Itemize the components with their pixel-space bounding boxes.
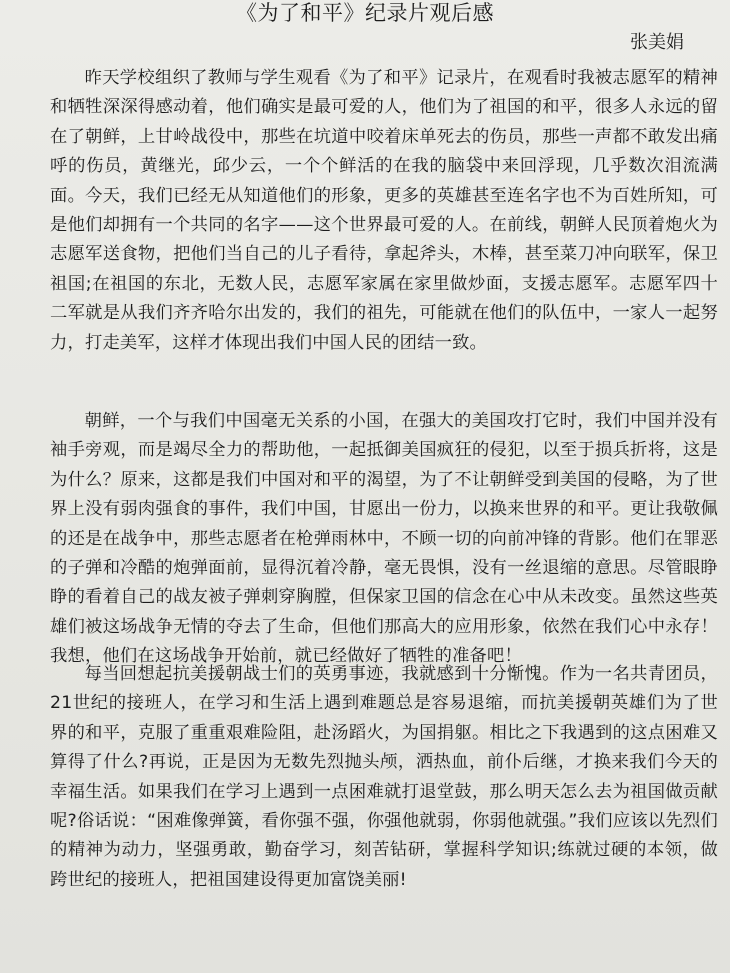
document-title: 《为了和平》纪录片观后感 [236, 1, 494, 25]
paragraph-2: 朝鲜，一个与我们中国毫无关系的小国，在强大的美国攻打它时，我们中国并没有袖手旁观，而是竭尽全力的帮助他，一起抵御美国疯狂的侵犯，以至于损兵折将，这是为什么？原来，这都是我们中国对和平的渴望，为了不让朝鲜受到美国的侵略，为了世界上没有弱肉强食的事件，我们中国，甘愿出一份力，以换来世界的和平。更让我敬佩的还是在战争中，那些志愿者在枪弹雨林中，不顾一切的向前冲锋的背影。他们在罪恶的子弹和冷酷的炮弹面前，显得沉着冷静，毫无畏惧，没有一丝退缩的意思。尽管眼睁睁的看着自己的战友被子弹刺穿胸膛，但保家卫国的信念在心中从未改变。虽然这些英雄们被这场战争无情的夺去了生命，但他们那高大的应用形象，依然在我们心中永存！我想，他们在这场战争开始前，就已经做好了牺牲的准备吧！ [50, 411, 718, 667]
author-name: 张美娟 [630, 32, 684, 53]
paragraph-3: 每当回想起抗美援朝战士们的英勇事迹，我就感到十分惭愧。作为一名共青团员，21世纪的接班人，在学习和生活上遇到难题总是容易退缩，而抗美援朝英雄们为了世界的和平，克服了重重艰难险阻，赴汤蹈火，为国捐躯。相比之下我遇到的这点困难又算得了什么?再说，正是因为无数先烈抛头颅，洒热血，前仆后继，才换来我们今天的幸福生活。如果我们在学习上遇到一点困难就打退堂鼓，那么明天怎么去为祖国做贡献呢?俗话说：“困难像弹簧，看你强不强，你强他就弱，你弱他就强。”我们应该以先烈们的精神为动力，坚强勇敢，勤奋学习，刻苦钻研，掌握科学知识;练就过硬的本领，做跨世纪的接班人，把祖国建设得更加富饶美丽! [50, 664, 718, 890]
paragraph-1: 昨天学校组织了教师与学生观看《为了和平》记录片，在观看时我被志愿军的精神和牺牲深深得感动着，他们确实是最可爱的人，他们为了祖国的和平，很多人永远的留在了朝鲜，上甘岭战役中，那些在坑道中咬着床单死去的伤员，那些一声都不敢发出痛呼的伤员，黄继光，邱少云，一个个鲜活的在我的脑袋中来回浮现，几乎数次泪流满面。今天，我们已经无从知道他们的形象，更多的英雄甚至连名字也不为百姓所知，可是他们却拥有一个共同的名字——这个世界最可爱的人。在前线，朝鲜人民顶着炮火为志愿军送食物，把他们当自己的儿子看待，拿起斧头，木棒，甚至菜刀冲向联军，保卫祖国;在祖国的东北，无数人民，志愿军家属在家里做炒面，支援志愿军。志愿军四十二军就是从我们齐齐哈尔出发的，我们的祖先，可能就在他们的队伍中，一家人一起努力，打走美军，这样才体现出我们中国人民的团结一致。 [50, 68, 718, 353]
